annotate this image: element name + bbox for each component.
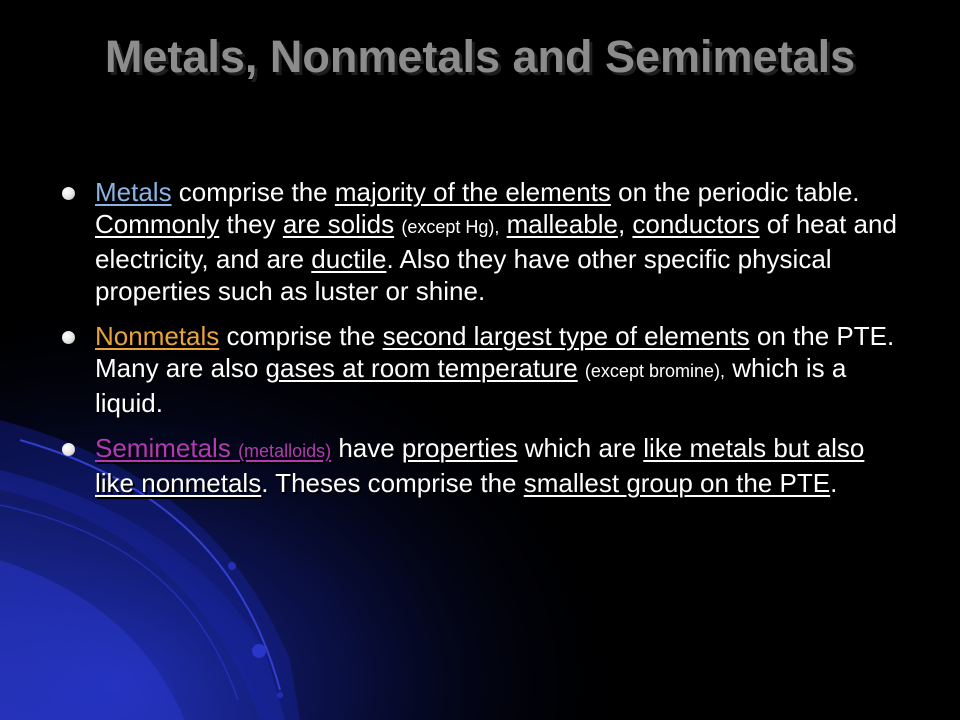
bullet-dot-icon xyxy=(62,331,75,344)
bullet-semimetals xyxy=(60,432,910,499)
bullet-dot-icon xyxy=(62,187,75,200)
text-run: , xyxy=(617,209,633,239)
bullet-text xyxy=(95,433,864,498)
bullet-text xyxy=(95,321,894,418)
underlined-phrase: are solids xyxy=(282,209,395,239)
slide-title: Metals, Nonmetals and Semimetals xyxy=(104,31,856,82)
underlined-phrase: second largest type of elements xyxy=(382,321,750,351)
text-run: they xyxy=(219,209,283,239)
underlined-phrase: gases at room temperature xyxy=(265,353,578,383)
text-run: comprise the xyxy=(219,321,383,351)
text-run: . Also they have other specific physical properties such as luster or shine. xyxy=(95,244,832,306)
underlined-phrase: ductile xyxy=(311,244,387,274)
text-run: which is a liquid. xyxy=(95,353,847,418)
underlined-phrase: like metals but also like nonmetals xyxy=(95,433,865,498)
text-run: which are xyxy=(517,433,644,463)
bullet-metals xyxy=(60,176,910,307)
text-run: . Theses comprise the xyxy=(261,468,524,498)
bullet-nonmetals xyxy=(60,320,910,419)
underlined-phrase: Commonly xyxy=(95,209,220,239)
text-run: of heat and electricity, and are xyxy=(95,209,897,274)
text-run: comprise the xyxy=(171,177,335,207)
text-run xyxy=(578,353,585,383)
decor-dot xyxy=(277,692,283,698)
underlined-phrase: properties xyxy=(401,433,518,463)
keyword-link: Semimetals xyxy=(95,433,231,463)
keyword-link: Nonmetals xyxy=(95,321,220,351)
decor-dot xyxy=(228,562,236,570)
bullet-dot-icon xyxy=(62,443,75,456)
decor-dot xyxy=(252,644,266,658)
text-run: (except bromine), xyxy=(584,361,725,381)
keyword-link xyxy=(231,433,238,463)
keyword-link: Metals xyxy=(95,177,172,207)
bullet-list xyxy=(60,176,910,512)
text-run: on the PTE. Many are also xyxy=(95,321,895,383)
text-run xyxy=(499,209,506,239)
underlined-phrase: conductors xyxy=(632,209,760,239)
text-run: (except Hg), xyxy=(401,217,500,237)
text-run: . xyxy=(830,468,838,498)
keyword-link: (metalloids) xyxy=(238,441,332,461)
underlined-phrase: majority of the elements xyxy=(334,177,611,207)
underlined-phrase: malleable xyxy=(506,209,618,239)
text-run: have xyxy=(331,433,402,463)
underlined-phrase: smallest group on the PTE xyxy=(523,468,831,498)
text-run: on the periodic table. xyxy=(610,177,860,207)
bullet-text xyxy=(95,177,897,306)
